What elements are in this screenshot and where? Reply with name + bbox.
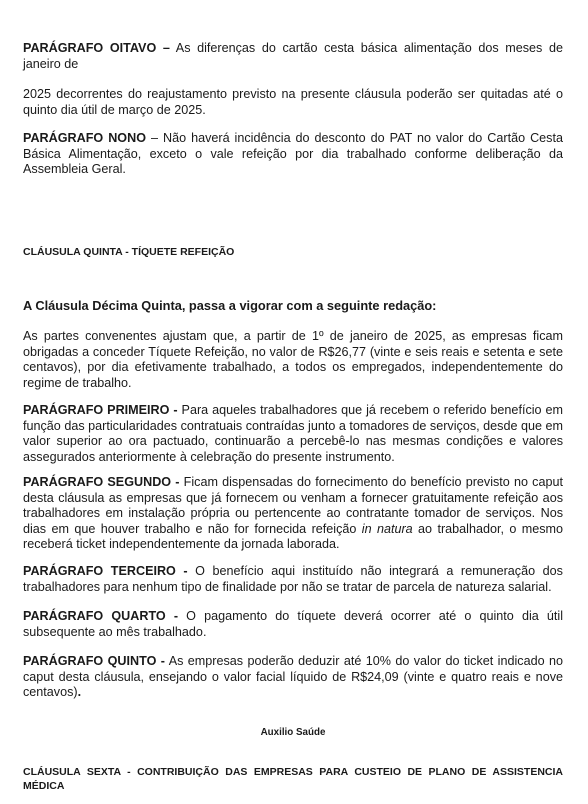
paragraph-quinto [23,654,563,701]
paragraph-label: PARÁGRAFO NONO [23,131,146,145]
paragraph-label: PARÁGRAFO PRIMEIRO - [23,403,178,417]
paragraph-primeiro [23,403,563,465]
paragraph-oitavo-continued [23,87,563,118]
clause-five-intro: A Cláusula Décima Quinta, passa a vigorar com a seguinte redação: [23,298,437,313]
clause-six-heading: CLÁUSULA SEXTA - CONTRIBUIÇÃO DAS EMPRESAS PARA CUSTEIO DE PLANO DE ASSISTENCIA MÉDICA [23,766,563,792]
paragraph-text: – Não haverá incidência do desconto do PAT no valor do Cartão Cesta Básica Alimentação, exceto o vale refeição por dia trabalhado conforme deliberação da Assembleia Geral. [23,131,563,177]
paragraph-label: PARÁGRAFO SEGUNDO - [23,475,180,489]
paragraph-text: O benefício aqui instituído não integrará a remuneração dos trabalhadores para nenhum tipo de finalidade por não se tratar de parcela de natureza salarial. [23,564,563,594]
italic-term: in natura [361,521,413,536]
paragraph-terceiro [23,564,563,595]
clause-five-heading: CLÁUSULA QUINTA - TÍQUETE REFEIÇÃO [23,246,235,258]
paragraph-text: 2025 decorrentes do reajustamento previsto na presente cláusula poderão ser quitadas até o quinto dia útil de março de 2025. [23,87,563,117]
paragraph-nono [23,131,563,178]
paragraph-text: As empresas poderão deduzir até 10% do valor do ticket indicado no caput desta cláusula, ensejando o valor facial líquido de R$24,09 (vinte e quatro reais e nove centavos) [23,654,563,700]
paragraph-text: As diferenças do cartão cesta básica alimentação dos meses de janeiro de [23,41,563,71]
paragraph-text-end: ao trabalhador, o mesmo receberá ticket independentemente da jornada laborada. [23,521,564,552]
paragraph-text: Ficam dispensadas do fornecimento do benefício previsto no caput desta cláusula as empresas que já fornecem ou venham a fornecer gratuitamente refeição aos trabalhadores em instalação própria ou pertencente ao contratante tomador de serviços. Nos dias em que houver trabalho e não for fornecida refeição [23,475,563,536]
paragraph-quarto [23,609,563,640]
paragraph-label: PARÁGRAFO TERCEIRO - [23,564,188,578]
paragraph-segundo [23,475,563,553]
paragraph-text: O pagamento do tíquete deverá ocorrer até o quinto dia útil subsequente ao mês trabalhado. [23,609,563,639]
paragraph-label: PARÁGRAFO QUINTO - [23,654,165,668]
clause-five-caput: As partes convenentes ajustam que, a partir de 1º de janeiro de 2025, as empresas ficam obrigadas a conceder Tíquete Refeição, no valor de R$26,77 (vinte e seis reais e setenta e sete centavos), por dia efetivamente trabalhado, a todos os empregados, independentemente do regime de trabalho. [23,329,563,390]
paragraph-label: PARÁGRAFO OITAVO – [23,41,170,55]
paragraph-end-mark: . [77,685,82,700]
paragraph-text: Para aqueles trabalhadores que já recebem o referido benefício em função das particularidades contratuais contraídas junto a tomadores de serviços, desde que em valor superior ao ora pactuado, continuarão a percebê-lo nas mesmas condições e valores assegurados anteriormente à celebração do presente instrumento. [23,403,563,464]
section-title: Auxilio Saúde [260,727,326,738]
paragraph-oitavo [23,41,563,72]
paragraph-label: PARÁGRAFO QUARTO - [23,609,179,623]
